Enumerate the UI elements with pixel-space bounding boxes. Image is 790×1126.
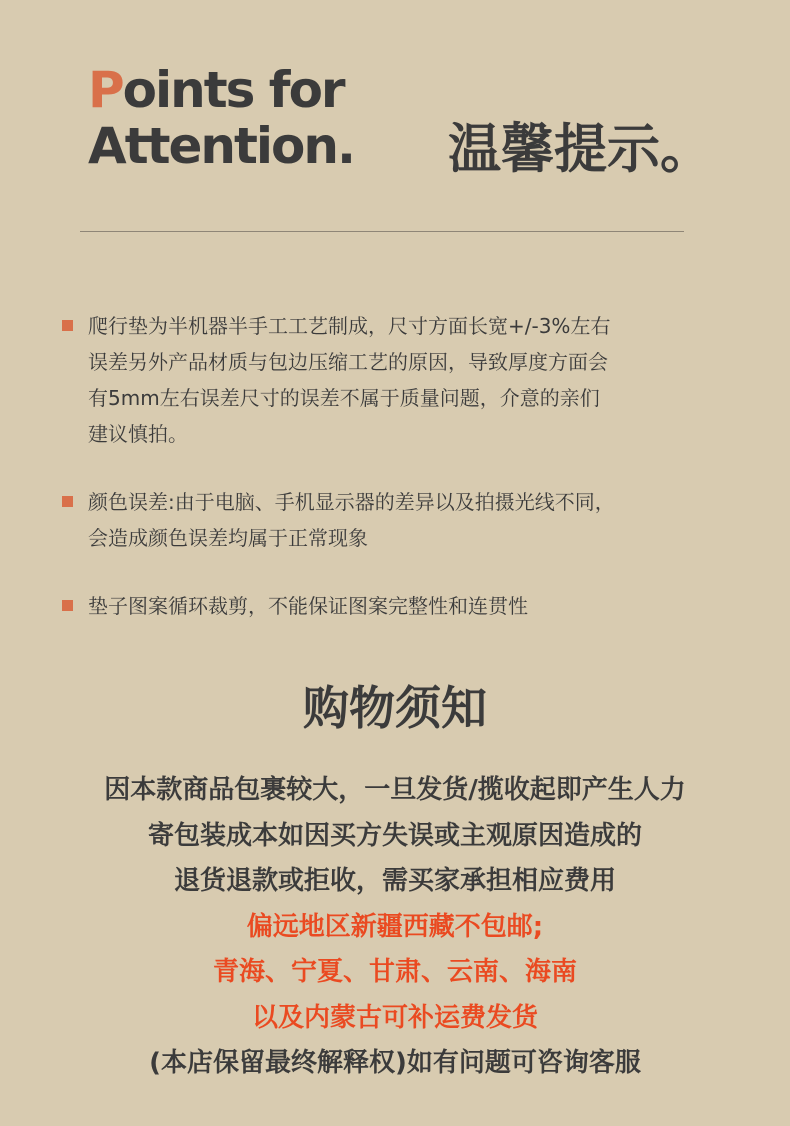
note-line: 爬行垫为半机器半手工工艺制成，尺寸方面长宽+/-3%左右 bbox=[88, 314, 611, 338]
note-item-size-tolerance bbox=[60, 308, 740, 452]
note-line: 误差另外产品材质与包边压缩工艺的原因，导致厚度方面会 bbox=[88, 350, 608, 374]
notice-line: 退货退款或拒收，需买家承担相应费用 bbox=[173, 866, 616, 896]
english-heading-line-1-rest: oints for bbox=[122, 61, 344, 119]
english-heading bbox=[88, 62, 354, 174]
notice-line: (本店保留最终解释权)如有问题可咨询客服 bbox=[149, 1048, 641, 1078]
note-line: 有5mm左右误差尺寸的误差不属于质量问题，介意的亲们 bbox=[88, 386, 600, 410]
notice-line: 寄包装成本如因买方失误或主观原因造成的 bbox=[147, 820, 642, 851]
english-heading-accent-letter: P bbox=[88, 61, 123, 119]
note-line: 颜色误差:由于电脑、手机显示器的差异以及拍摄光线不同， bbox=[88, 490, 615, 514]
note-item-color-difference bbox=[60, 484, 740, 556]
notice-line-highlight: 以及内蒙古可补运费发货 bbox=[251, 1002, 538, 1033]
attention-notes-list bbox=[60, 308, 740, 624]
chinese-heading: 温馨提示。 bbox=[448, 119, 713, 180]
header-divider bbox=[80, 231, 684, 232]
notice-line-highlight: 青海、宁夏、甘肃、云南、海南 bbox=[212, 957, 577, 987]
shopping-notice-body bbox=[0, 768, 790, 1087]
bullet-square-icon bbox=[62, 600, 73, 611]
notice-line: 因本款商品包裹较大，一旦发货/揽收起即产生人力 bbox=[104, 775, 686, 805]
bullet-square-icon bbox=[62, 496, 73, 507]
note-line: 会造成颜色误差均属于正常现象 bbox=[88, 526, 368, 550]
shopping-notice-title: 购物须知 bbox=[303, 681, 487, 735]
note-line: 垫子图案循环裁剪，不能保证图案完整性和连贯性 bbox=[88, 594, 528, 618]
note-line: 建议慎拍。 bbox=[88, 422, 188, 446]
english-heading-line-1 bbox=[88, 62, 354, 118]
bullet-square-icon bbox=[62, 320, 73, 331]
notice-line-highlight: 偏远地区新疆西藏不包邮; bbox=[246, 911, 544, 942]
english-heading-line-2: Attention. bbox=[88, 117, 354, 175]
note-item-pattern-cutting bbox=[60, 588, 740, 624]
